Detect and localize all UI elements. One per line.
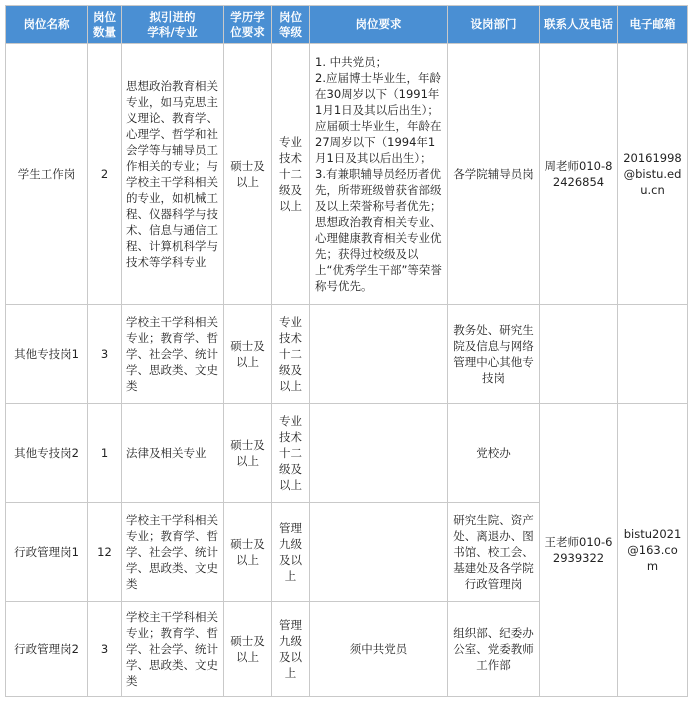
requirement-line: 1. 中共党员；	[315, 55, 388, 69]
level-cell: 专业技术十二级及以上	[272, 404, 310, 503]
dept-cell: 研究生院、资产处、离退办、图书馆、校工会、基建处及各学院行政管理岗	[448, 503, 540, 602]
dept-cell: 各学院辅导员岗	[448, 44, 540, 305]
count-cell: 3	[88, 602, 122, 697]
dept-cell: 党校办	[448, 404, 540, 503]
header-requirements: 岗位要求	[310, 6, 448, 44]
count-cell: 3	[88, 305, 122, 404]
post-name-cell: 行政管理岗2	[6, 602, 88, 697]
dept-cell: 教务处、研究生院及信息与网络管理中心其他专技岗	[448, 305, 540, 404]
dept-cell: 组织部、纪委办公室、党委教师工作部	[448, 602, 540, 697]
degree-cell: 硕士及以上	[224, 305, 272, 404]
header-contact: 联系人及电话	[540, 6, 618, 44]
requirement-line: 2.应届博士毕业生，年龄在30周岁以下（1991年1月1日及其以后出生）；应届硕士毕业生，年龄在27周岁以下（1994年1月1日及其以后出生）；	[315, 71, 442, 165]
contact-cell: 周老师010-82426854	[540, 44, 618, 305]
degree-cell: 硕士及以上	[224, 44, 272, 305]
major-cell: 思想政治教育相关专业，如马克思主义理论、教育学、心理学、哲学和社会学等与辅导员工作相关的专业；与学校主干学科相关的专业，如机械工程、仪器科学与技术、信息与通信工程、计算机科学与技术等学科专业	[122, 44, 224, 305]
level-cell: 专业技术十二级及以上	[272, 305, 310, 404]
header-degree: 学历学 位要求	[224, 6, 272, 44]
level-cell: 管理九级及以上	[272, 503, 310, 602]
header-count: 岗位 数量	[88, 6, 122, 44]
header-row	[6, 6, 688, 44]
post-name-cell: 学生工作岗	[6, 44, 88, 305]
table-row	[6, 404, 688, 503]
header-email: 电子邮箱	[618, 6, 688, 44]
degree-cell: 硕士及以上	[224, 503, 272, 602]
requirements-cell	[310, 404, 448, 503]
major-cell: 学校主干学科相关专业；教育学、哲学、社会学、统计学、思政类、文史类	[122, 305, 224, 404]
requirements-cell	[310, 305, 448, 404]
header-post-name: 岗位名称	[6, 6, 88, 44]
table-row	[6, 305, 688, 404]
header-level: 岗位 等级	[272, 6, 310, 44]
post-name-cell: 其他专技岗2	[6, 404, 88, 503]
requirements-cell	[310, 503, 448, 602]
level-cell: 管理九级及以上	[272, 602, 310, 697]
requirements-cell: 须中共党员	[310, 602, 448, 697]
contact-cell: 王老师010-62939322	[540, 404, 618, 697]
level-cell: 专业技术十二级及以上	[272, 44, 310, 305]
email-cell: 20161998@bistu.edu.cn	[618, 44, 688, 305]
email-cell: bistu2021@163.com	[618, 404, 688, 697]
recruitment-table	[5, 5, 688, 697]
count-cell: 12	[88, 503, 122, 602]
table-row	[6, 44, 688, 305]
major-cell: 法律及相关专业	[122, 404, 224, 503]
post-name-cell: 其他专技岗1	[6, 305, 88, 404]
major-cell: 学校主干学科相关专业；教育学、哲学、社会学、统计学、思政类、文史类	[122, 602, 224, 697]
count-cell: 2	[88, 44, 122, 305]
count-cell: 1	[88, 404, 122, 503]
degree-cell: 硕士及以上	[224, 602, 272, 697]
requirements-cell	[310, 44, 448, 305]
header-major: 拟引进的 学科/专业	[122, 6, 224, 44]
post-name-cell: 行政管理岗1	[6, 503, 88, 602]
major-cell: 学校主干学科相关专业；教育学、哲学、社会学、统计学、思政类、文史类	[122, 503, 224, 602]
requirement-line: 3.有兼职辅导员经历者优先，所带班级曾获省部级及以上荣誉称号者优先；思想政治教育相关专业、心理健康教育相关专业优先；获得过校级及以上“优秀学生干部”等荣誉称号优先。	[315, 167, 442, 293]
header-dept: 设岗部门	[448, 6, 540, 44]
email-cell	[618, 305, 688, 404]
degree-cell: 硕士及以上	[224, 404, 272, 503]
contact-cell	[540, 305, 618, 404]
